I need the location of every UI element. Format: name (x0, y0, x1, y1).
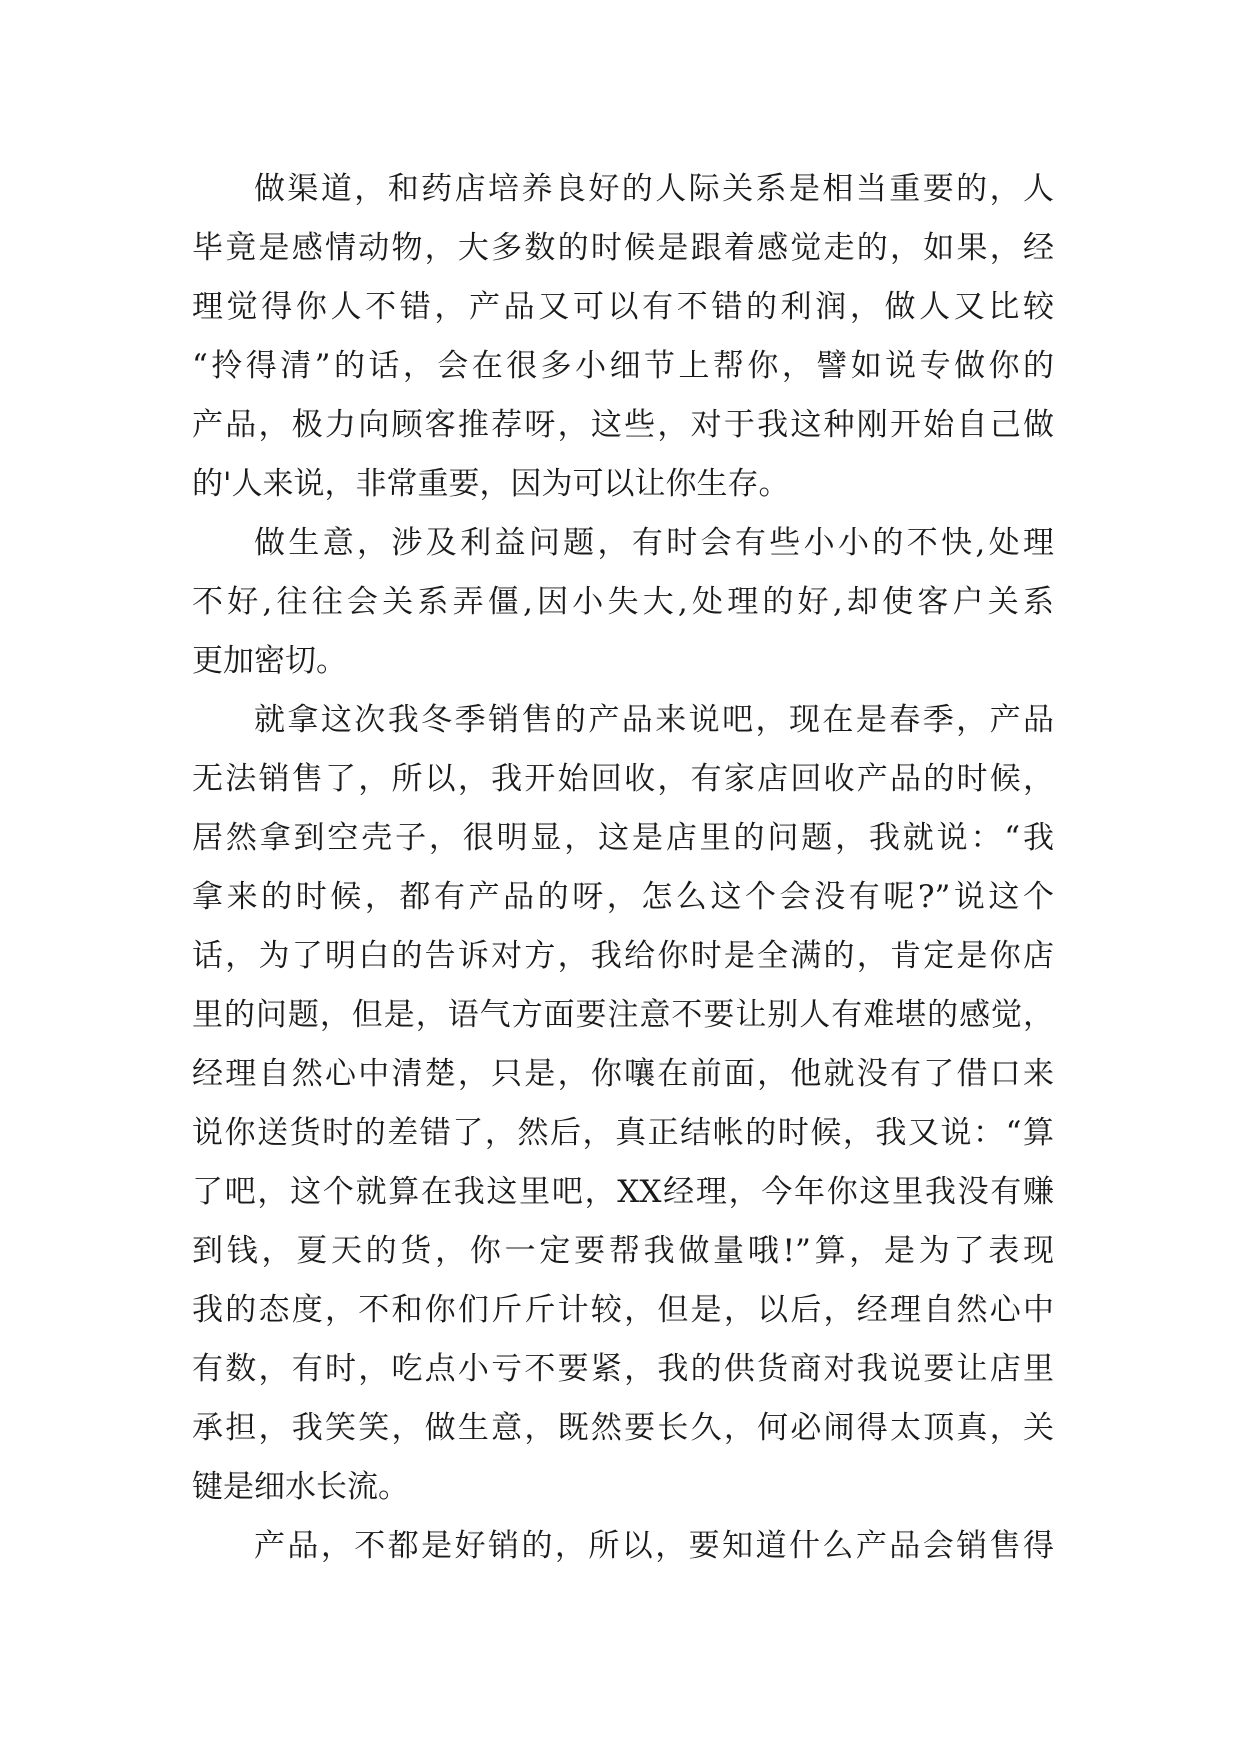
text-line: 话，为了明白的告诉对方，我给你时是全满的，肯定是你店 (192, 938, 1054, 974)
text-line: 有数，有时，吃点小亏不要紧，我的供货商对我说要让店里 (192, 1351, 1054, 1387)
text-line: 拿来的时候，都有产品的呀，怎么这个会没有呢?”说这个 (192, 879, 1054, 915)
text-line: 说你送货时的差错了，然后，真正结帐的时候，我又说：“算 (192, 1115, 1054, 1151)
text-line: 到钱，夏天的货，你一定要帮我做量哦!”算，是为了表现 (192, 1233, 1054, 1269)
text-line: 经理自然心中清楚，只是，你嚷在前面，他就没有了借口来 (192, 1056, 1054, 1092)
text-line: 产品，不都是好销的，所以，要知道什么产品会销售得 (254, 1528, 1054, 1564)
text-line: 了吧，这个就算在我这里吧，XX经理，今年你这里我没有赚 (192, 1174, 1054, 1210)
text-line: 无法销售了，所以，我开始回收，有家店回收产品的时候， (192, 761, 1054, 797)
text-line: 毕竟是感情动物，大多数的时候是跟着感觉走的，如果，经 (192, 230, 1054, 266)
text-line: 做渠道，和药店培养良好的人际关系是相当重要的，人 (254, 171, 1054, 207)
text-line: 键是细水长流。 (192, 1469, 409, 1505)
text-line: 理觉得你人不错，产品又可以有不错的利润，做人又比较 (192, 289, 1054, 325)
text-line: 产品，极力向顾客推荐呀，这些，对于我这种刚开始自己做 (192, 407, 1054, 443)
text-line: 更加密切。 (192, 643, 347, 679)
paragraph (192, 160, 1054, 514)
text-line: 的'人来说，非常重要，因为可以让你生存。 (192, 466, 790, 502)
text-line: 就拿这次我冬季销售的产品来说吧，现在是春季，产品 (254, 702, 1054, 738)
paragraph (192, 1517, 1054, 1576)
paragraph (192, 514, 1054, 691)
paragraph (192, 691, 1054, 1517)
text-line: 里的问题，但是，语气方面要注意不要让别人有难堪的感觉， (192, 997, 1054, 1033)
text-line: 不好,往往会关系弄僵,因小失大,处理的好,却使客户关系 (192, 584, 1054, 620)
text-line: 居然拿到空壳子，很明显，这是店里的问题，我就说：“我 (192, 820, 1054, 856)
text-line: “拎得清”的话，会在很多小细节上帮你，譬如说专做你的 (192, 348, 1054, 384)
text-line: 做生意，涉及利益问题，有时会有些小小的不快,处理 (254, 525, 1054, 561)
document-page (192, 160, 1054, 1576)
text-line: 我的态度，不和你们斤斤计较，但是，以后，经理自然心中 (192, 1292, 1054, 1328)
text-line: 承担，我笑笑，做生意，既然要长久，何必闹得太顶真，关 (192, 1410, 1054, 1446)
